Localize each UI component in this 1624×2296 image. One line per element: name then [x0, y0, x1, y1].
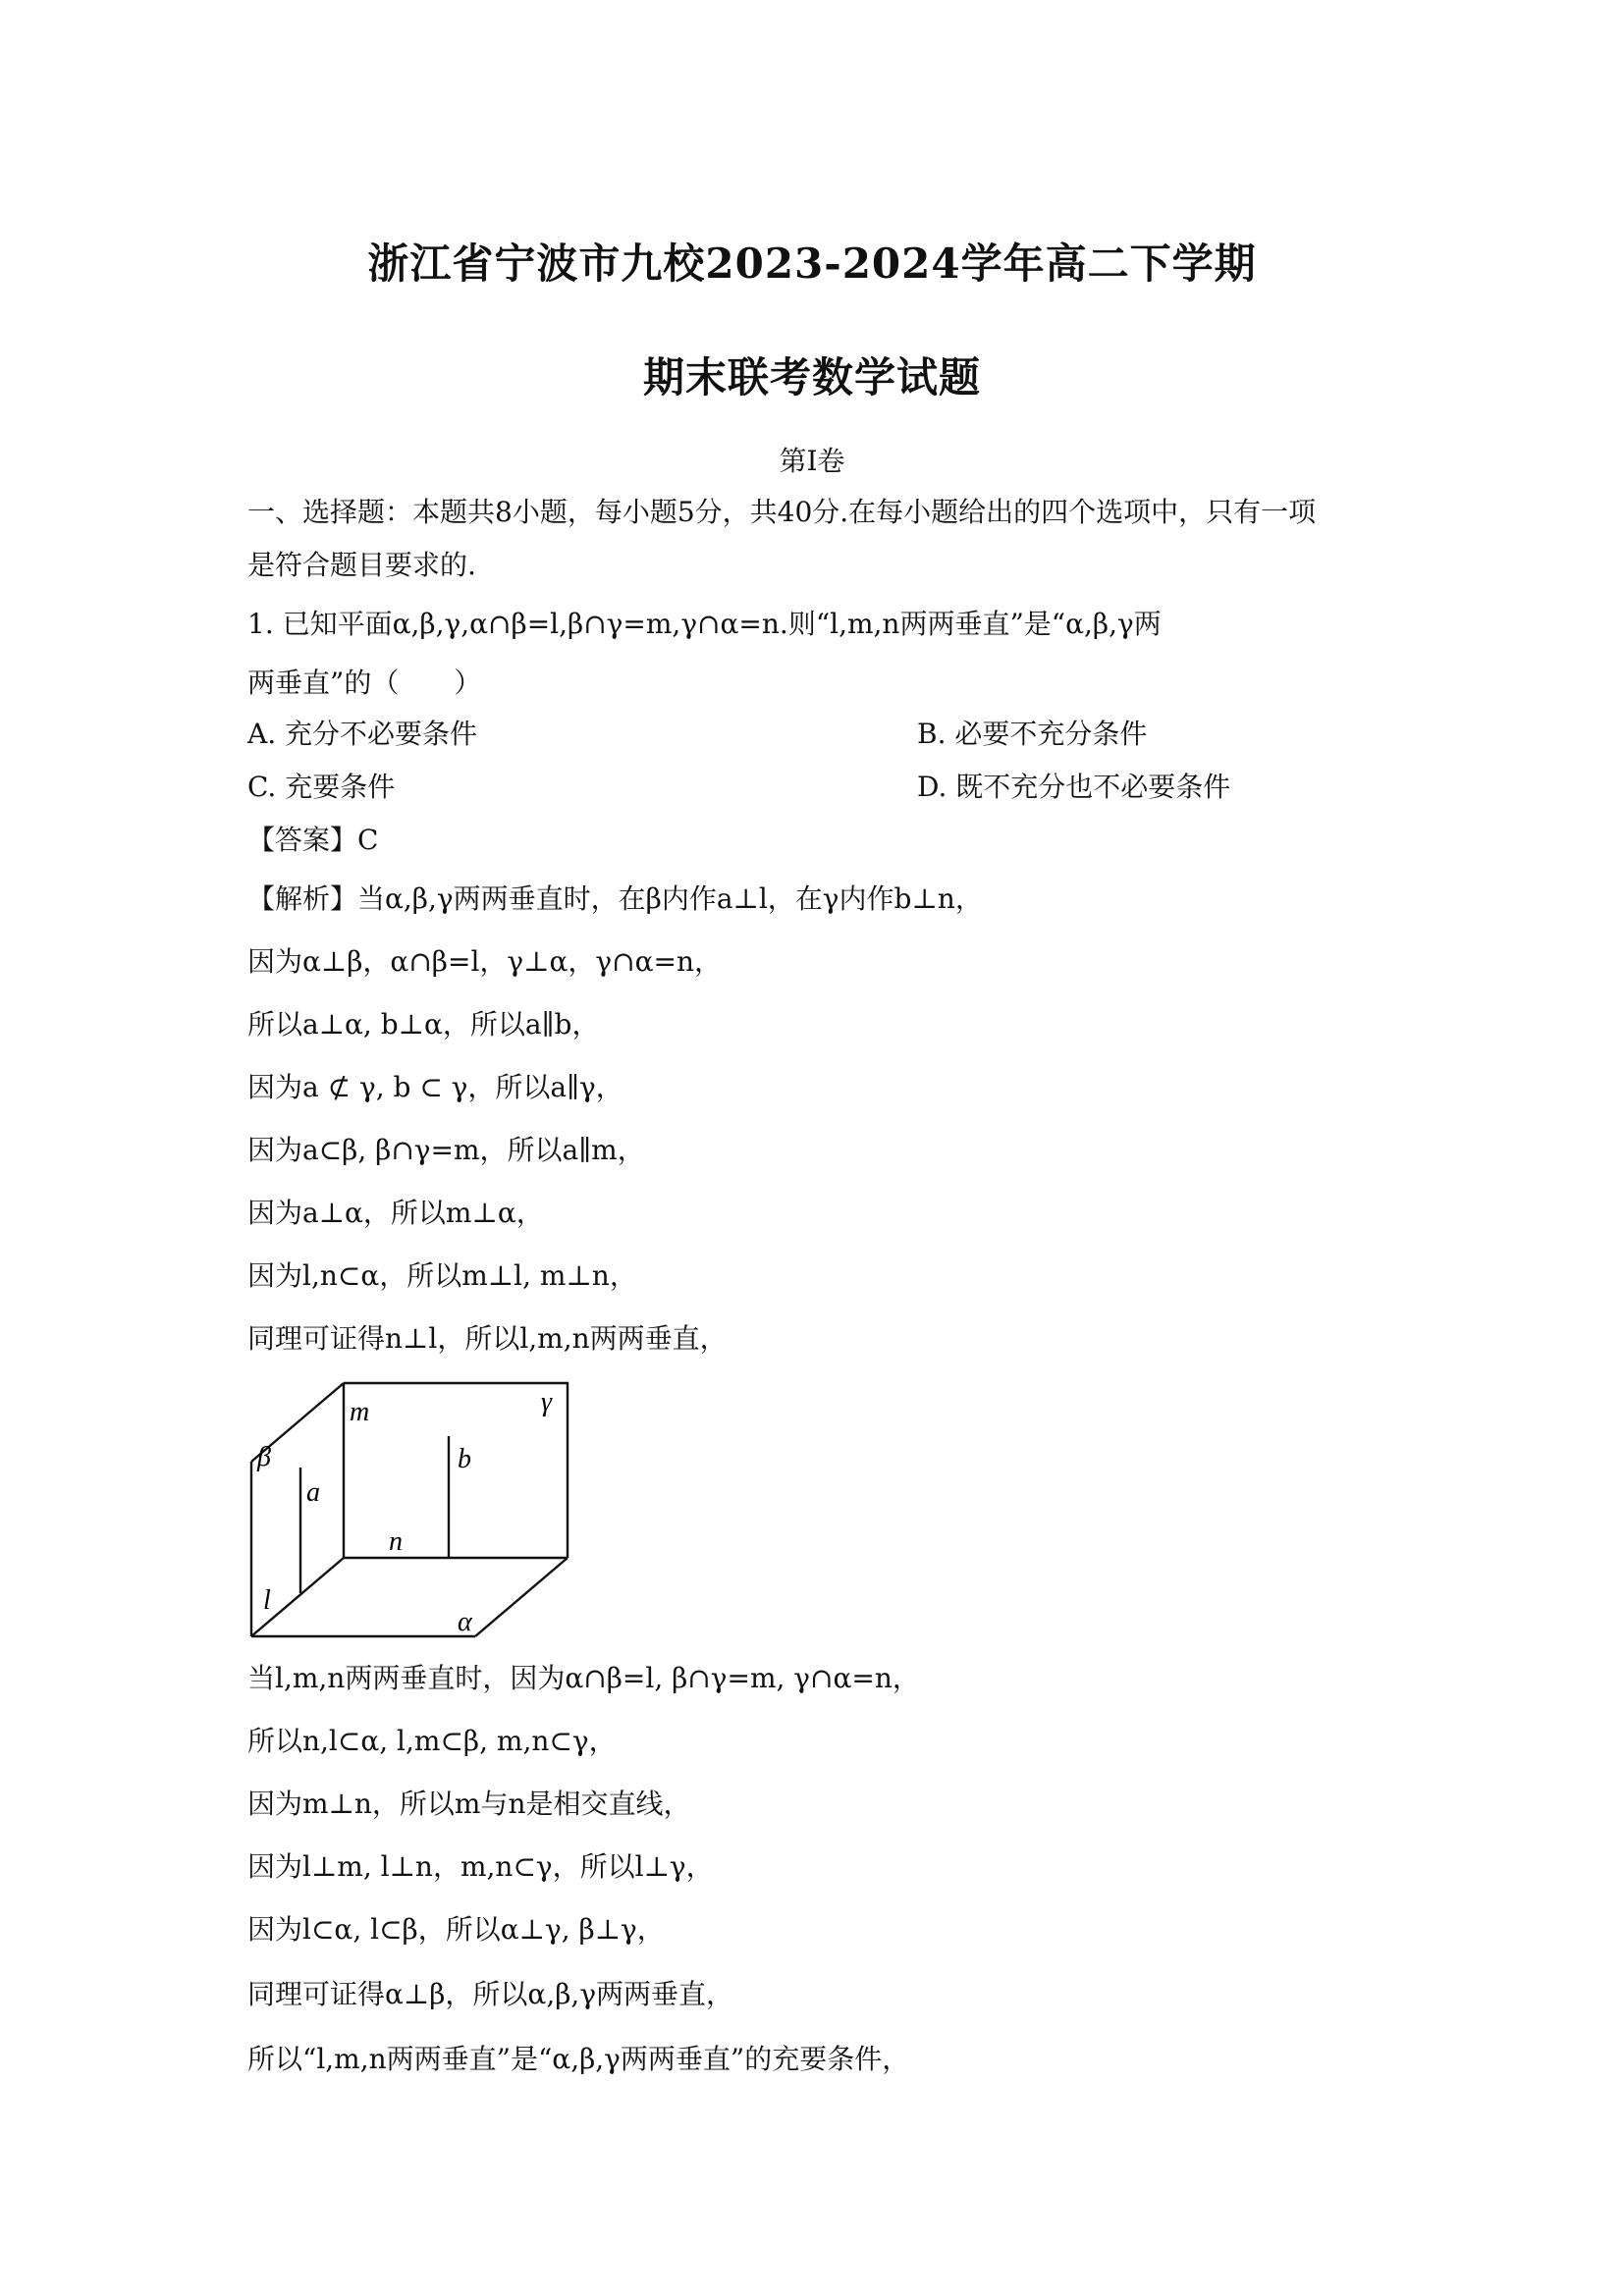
label-b: b [458, 1444, 471, 1474]
option-d: D. 既不充分也不必要条件 [917, 771, 1231, 803]
label-m: m [350, 1397, 370, 1427]
analysis-line: 【解析】当α,β,γ两两垂直时，在β内作a⊥l，在γ内作b⊥n， [247, 882, 983, 915]
question-1-stem-line-2: 两垂直”的（ ） [247, 667, 482, 699]
analysis-line: 因为a ⊄ γ, b ⊂ γ，所以a∥γ， [247, 1071, 623, 1103]
section-intro-line-1: 一、选择题：本题共8小题，每小题5分，共40分.在每小题给出的四个选项中，只有一项 [247, 496, 1317, 528]
three-planes-figure [244, 1379, 577, 1644]
document-title-line-2: 期末联考数学试题 [642, 353, 981, 401]
question-1-stem-line-1: 1. 已知平面α,β,γ,α∩β=l,β∩γ=m,γ∩α=n.则“l,m,n两两垂直”是“α,β,γ两 [247, 608, 1162, 640]
label-alpha: α [458, 1607, 472, 1637]
analysis-line: 同理可证得α⊥β，所以α,β,γ两两垂直， [247, 1978, 734, 2010]
label-beta: β [257, 1442, 271, 1472]
label-n: n [389, 1526, 403, 1557]
label-a: a [306, 1477, 320, 1508]
analysis-line: 所以n,l⊂α, l,m⊂β, m,n⊂γ， [247, 1725, 617, 1757]
analysis-line: 因为l⊂α, l⊂β，所以α⊥γ, β⊥γ， [247, 1913, 665, 1946]
plane-alpha-right-edge [475, 1558, 568, 1636]
option-a: A. 充分不必要条件 [247, 718, 478, 750]
analysis-line: 因为m⊥n，所以m与n是相交直线， [247, 1788, 691, 1820]
analysis-line: 所以“l,m,n两两垂直”是“α,β,γ两两垂直”的充要条件， [247, 2043, 910, 2075]
volume-label: 第I卷 [779, 445, 845, 477]
label-l: l [263, 1585, 271, 1616]
plane-gamma-edge [344, 1383, 568, 1558]
analysis-line: 因为a⊥α，所以m⊥α， [247, 1197, 544, 1229]
option-c: C. 充要条件 [247, 771, 396, 803]
label-gamma: γ [541, 1387, 553, 1417]
analysis-line: 因为α⊥β，α∩β=l，γ⊥α，γ∩α=n， [247, 945, 722, 978]
analysis-line: 当l,m,n两两垂直时，因为α∩β=l, β∩γ=m, γ∩α=n， [247, 1662, 920, 1694]
answer-line: 【答案】C [247, 824, 379, 856]
analysis-line: 所以a⊥α, b⊥α，所以a∥b， [247, 1008, 600, 1041]
section-intro-line-2: 是符合题目要求的. [247, 549, 476, 581]
document-title-line-1: 浙江省宁波市九校2023-2024学年高二下学期 [367, 240, 1257, 288]
option-b: B. 必要不充分条件 [917, 718, 1148, 750]
analysis-line: 因为a⊂β, β∩γ=m，所以a∥m， [247, 1134, 645, 1166]
analysis-line: 因为l⊥m, l⊥n，m,n⊂γ，所以l⊥γ， [247, 1850, 714, 1883]
analysis-line: 同理可证得n⊥l，所以l,m,n两两垂直， [247, 1322, 728, 1355]
analysis-line: 因为l,n⊂α，所以m⊥l, m⊥n， [247, 1259, 637, 1292]
